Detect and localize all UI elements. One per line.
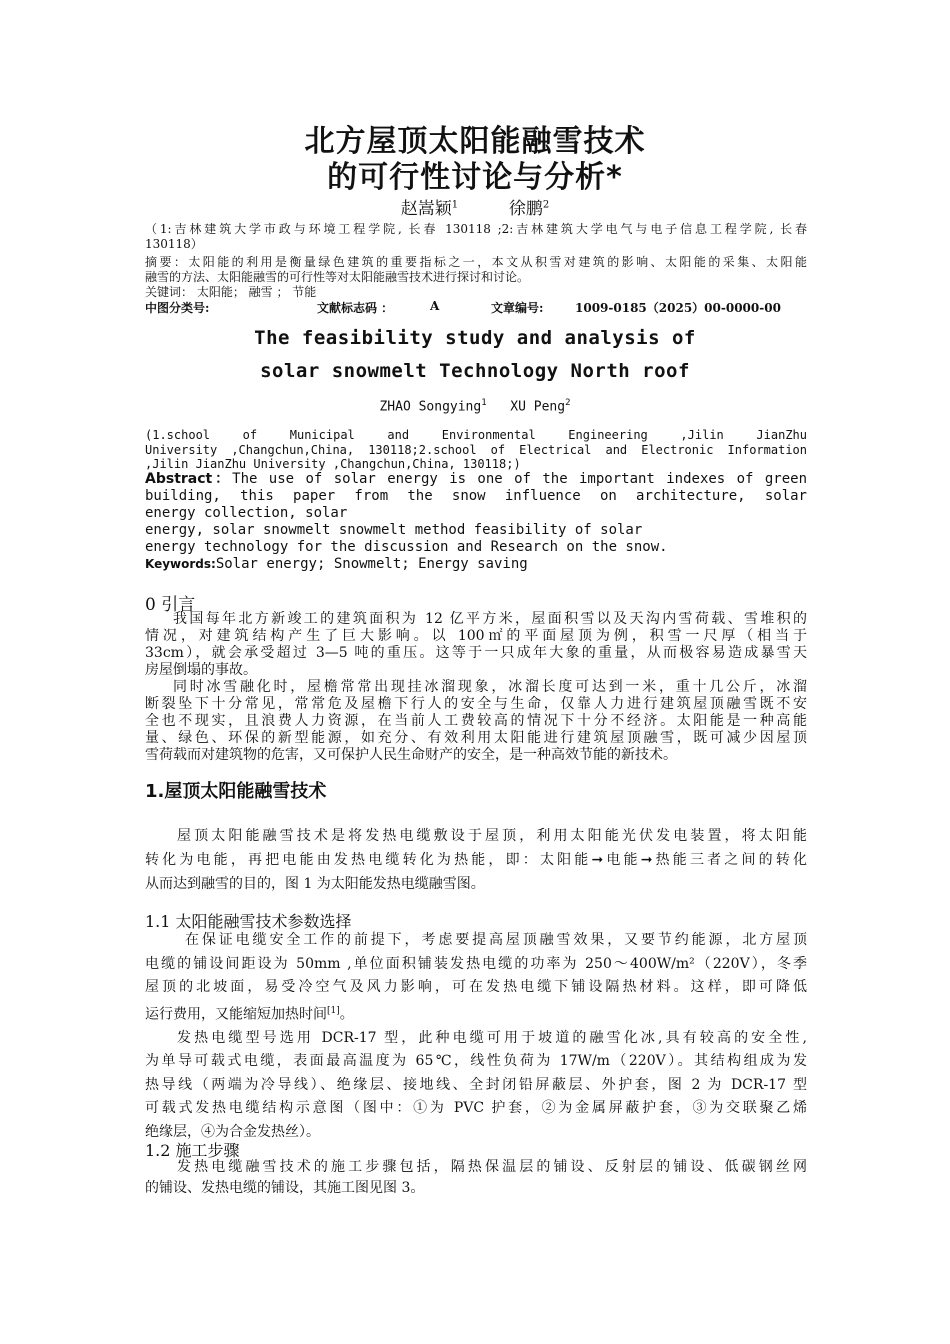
section-0-p2-l5: 雪荷载而对建筑物的危害，又可保护人民生命财产的安全，是一种高效节能的新技术。 [145,747,677,763]
affiliation-en-line-1: (1.school of Municipal and Environmental Engineering ,Jilin JianZhu [145,428,807,442]
abstract-en-line-4: energy, solar snowmelt snowmelt method feasibility of solar [145,522,643,538]
section-1-1-p1-l2: 电缆的铺设间距设为 50mm ,单位面积铺装发热电缆的功率为 250～400W/m²（220V），冬季 [145,955,807,972]
authors-cn [0,194,950,219]
article-no-value: 1009-0185（2025）00-0000-00 [575,301,781,315]
section-1-1-p2-l3: 热导线（两端为冷导线）、绝缘层、接地线、全封闭铅屏蔽层、外护套，图 2 为 DCR-17 型 [145,1076,807,1093]
affiliation-cn [145,222,807,252]
abstract-en-line-3: energy collection, solar [145,505,348,521]
abstract-en-label: Abstract： [145,471,233,487]
affiliation-en-line-2: University ,Changchun,China, 130118;2.school of Electrical and Electronic Information [145,442,807,457]
section-1-1-p1-l4: 运行费用，又能缩短加热时间[1]。 [145,1005,354,1023]
keywords-en-label: Keywords: [145,557,216,571]
section-1-1-p2-l1: 发热电缆型号选用 DCR-17 型，此种电缆可用于坡道的融雪化冰,具有较高的安全性, [177,1029,807,1046]
author-2-sup: 2 [542,199,550,211]
author-1-sup: 1 [451,199,459,211]
section-0-p2-l1: 同时冰雪融化时，屋檐常常出现挂冰溜现象，冰溜长度可达到一米，重十几公斤，冰溜 [173,679,807,695]
section-0-body [145,611,807,764]
section-1-1-p2-l5: 绝缘层，④为合金发热丝）。 [145,1123,320,1140]
section-1-2-heading: 1.2 施工步骤 [145,1141,240,1160]
abstract-en-line-1: Abstract：The use of solar energy is one of the important indexes of green [145,471,808,487]
title-en-line-2: solar snowmelt Technology North roof [260,360,690,382]
keywords-cn: 关键词： 太阳能； 融雪 ； 节能 [145,285,317,299]
keywords-en: Keywords:Solar energy; Snowmelt; Energy saving [145,556,528,572]
doc-code-label: 文献标志码 ： [317,301,394,315]
section-0-p2-l2: 断裂坠下十分常见，常常危及屋檐下行人的安全与生命，仅靠人力进行建筑屋顶融雪既不安 [145,696,807,712]
section-1-p1-l3: 从而达到融雪的目的，图 1 为太阳能发热电缆融雪图。 [145,876,485,892]
affiliation-cn-line-1: （1:吉林建筑大学市政与环境工程学院, 长春 130118 ;2:吉林建筑大学电气与电子信息工程学院, 长春 [145,222,807,236]
author-2: 徐鹏 [508,199,543,219]
section-1-heading: 1.屋顶太阳能融雪技术 [145,781,327,802]
section-0-p1-l1: 我国每年北方新竣工的建筑面积为 12 亿平方米，屋面积雪以及天沟内雪荷载、雪堆积的 [173,611,807,627]
section-1-1-p1-l1: 在保证电缆安全工作的前提下，考虑要提高屋顶融雪效果，又要节约能源，北方屋顶 [185,932,807,948]
clc-label: 中图分类号: [145,301,210,315]
abstract-en [145,471,807,573]
author-en-1-sup: 1 [481,398,487,408]
author-1: 赵嵩颖 [400,199,452,219]
section-1-2-p1-l2: 的铺设、发热电缆的铺设，其施工图见图 3。 [145,1180,425,1196]
author-en-1: ZHAO Songying [379,399,482,415]
section-0-p2-l3: 全也不现实，且浪费人力资源，在当前人工费较高的情况下十分不经济。太阳能是一种高能 [145,713,807,729]
section-1-1-body [145,929,807,1144]
abstract-en-line-5: energy technology for the discussion and Research on the snow. [145,539,668,555]
section-1-p1-l1: 屋顶太阳能融雪技术是将发热电缆敷设于屋顶，利用太阳能光伏发电装置，将太阳能 [177,828,807,844]
abstract-cn [145,255,807,300]
abstract-cn-line-1: 摘要：太阳能的利用是衡量绿色建筑的重要指标之一，本文从积雪对建筑的影响、太阳能的采集、太阳能 [145,255,807,269]
section-1-1-heading: 1.1 太阳能融雪技术参数选择 [145,912,352,931]
section-0-p1-l4: 房屋倒塌的事故。 [145,662,257,678]
authors-en [0,398,950,414]
author-en-2-sup: 2 [565,398,571,408]
section-1-2-p1-l1: 发热电缆融雪技术的施工步骤包括，隔热保温层的铺设、反射层的铺设、低碳钢丝网 [177,1159,807,1175]
author-en-2: XU Peng [510,399,566,415]
section-1-body [145,824,807,896]
citation-ref-1: [1] [327,1005,340,1016]
doc-code-value: A [430,299,440,313]
abstract-en-line-2: building, this paper from the snow influence on architecture, solar [145,488,807,504]
title-en-line-1: The feasibility study and analysis of [254,327,696,349]
section-0-p1-l3: 33cm），就会承受超过 3—5 吨的重压。这等于一只成年大象的重量，从而极容易造成暴雪天 [145,645,807,661]
abstract-cn-line-2: 融雪的方法、太阳能融雪的可行性等对太阳能融雪技术进行探讨和讨论。 [145,270,530,284]
section-1-p1-l2: 转化为电能，再把电能由发热电缆转化为热能，即：太阳能➞电能➞热能三者之间的转化 [145,852,807,868]
affiliation-cn-line-2: 130118） [145,237,203,251]
affiliation-en-line-3: ,Jilin JianZhu University ,Changchun,China, 130118;) [145,457,521,471]
section-0-p1-l2: 情况，对建筑结构产生了巨大影响。以 100㎡的平面屋顶为例，积雪一尺厚（相当于 [145,628,807,644]
section-1-1-p1-l3: 屋顶的北坡面，易受冷空气及风力影响，可在发热电缆下铺设隔热材料。这样，即可降低 [145,979,807,995]
section-0-heading: 0 引言 [145,595,196,615]
affiliation-en [145,428,807,472]
title-line-1: 北方屋顶太阳能融雪技术 [304,124,646,159]
article-no-label: 文章编号: [491,301,544,315]
section-1-1-p2-l2: 为单导可载式电缆，表面最高温度为 65℃，线性负荷为 17W/m（220V）。其结构组成为发 [145,1053,807,1070]
section-0-p2-l4: 量、绿色、环保的新型能源，如充分、有效利用太阳能进行建筑屋顶融雪，既可减少因屋顶 [145,730,807,746]
title-line-2: 的可行性讨论与分析* [327,160,623,195]
section-1-1-p2-l4: 可载式发热电缆结构示意图（图中：①为 PVC 护套，②为金属屏蔽护套，③为交联聚乙烯 [145,1100,807,1117]
section-1-2-body [145,1157,807,1199]
